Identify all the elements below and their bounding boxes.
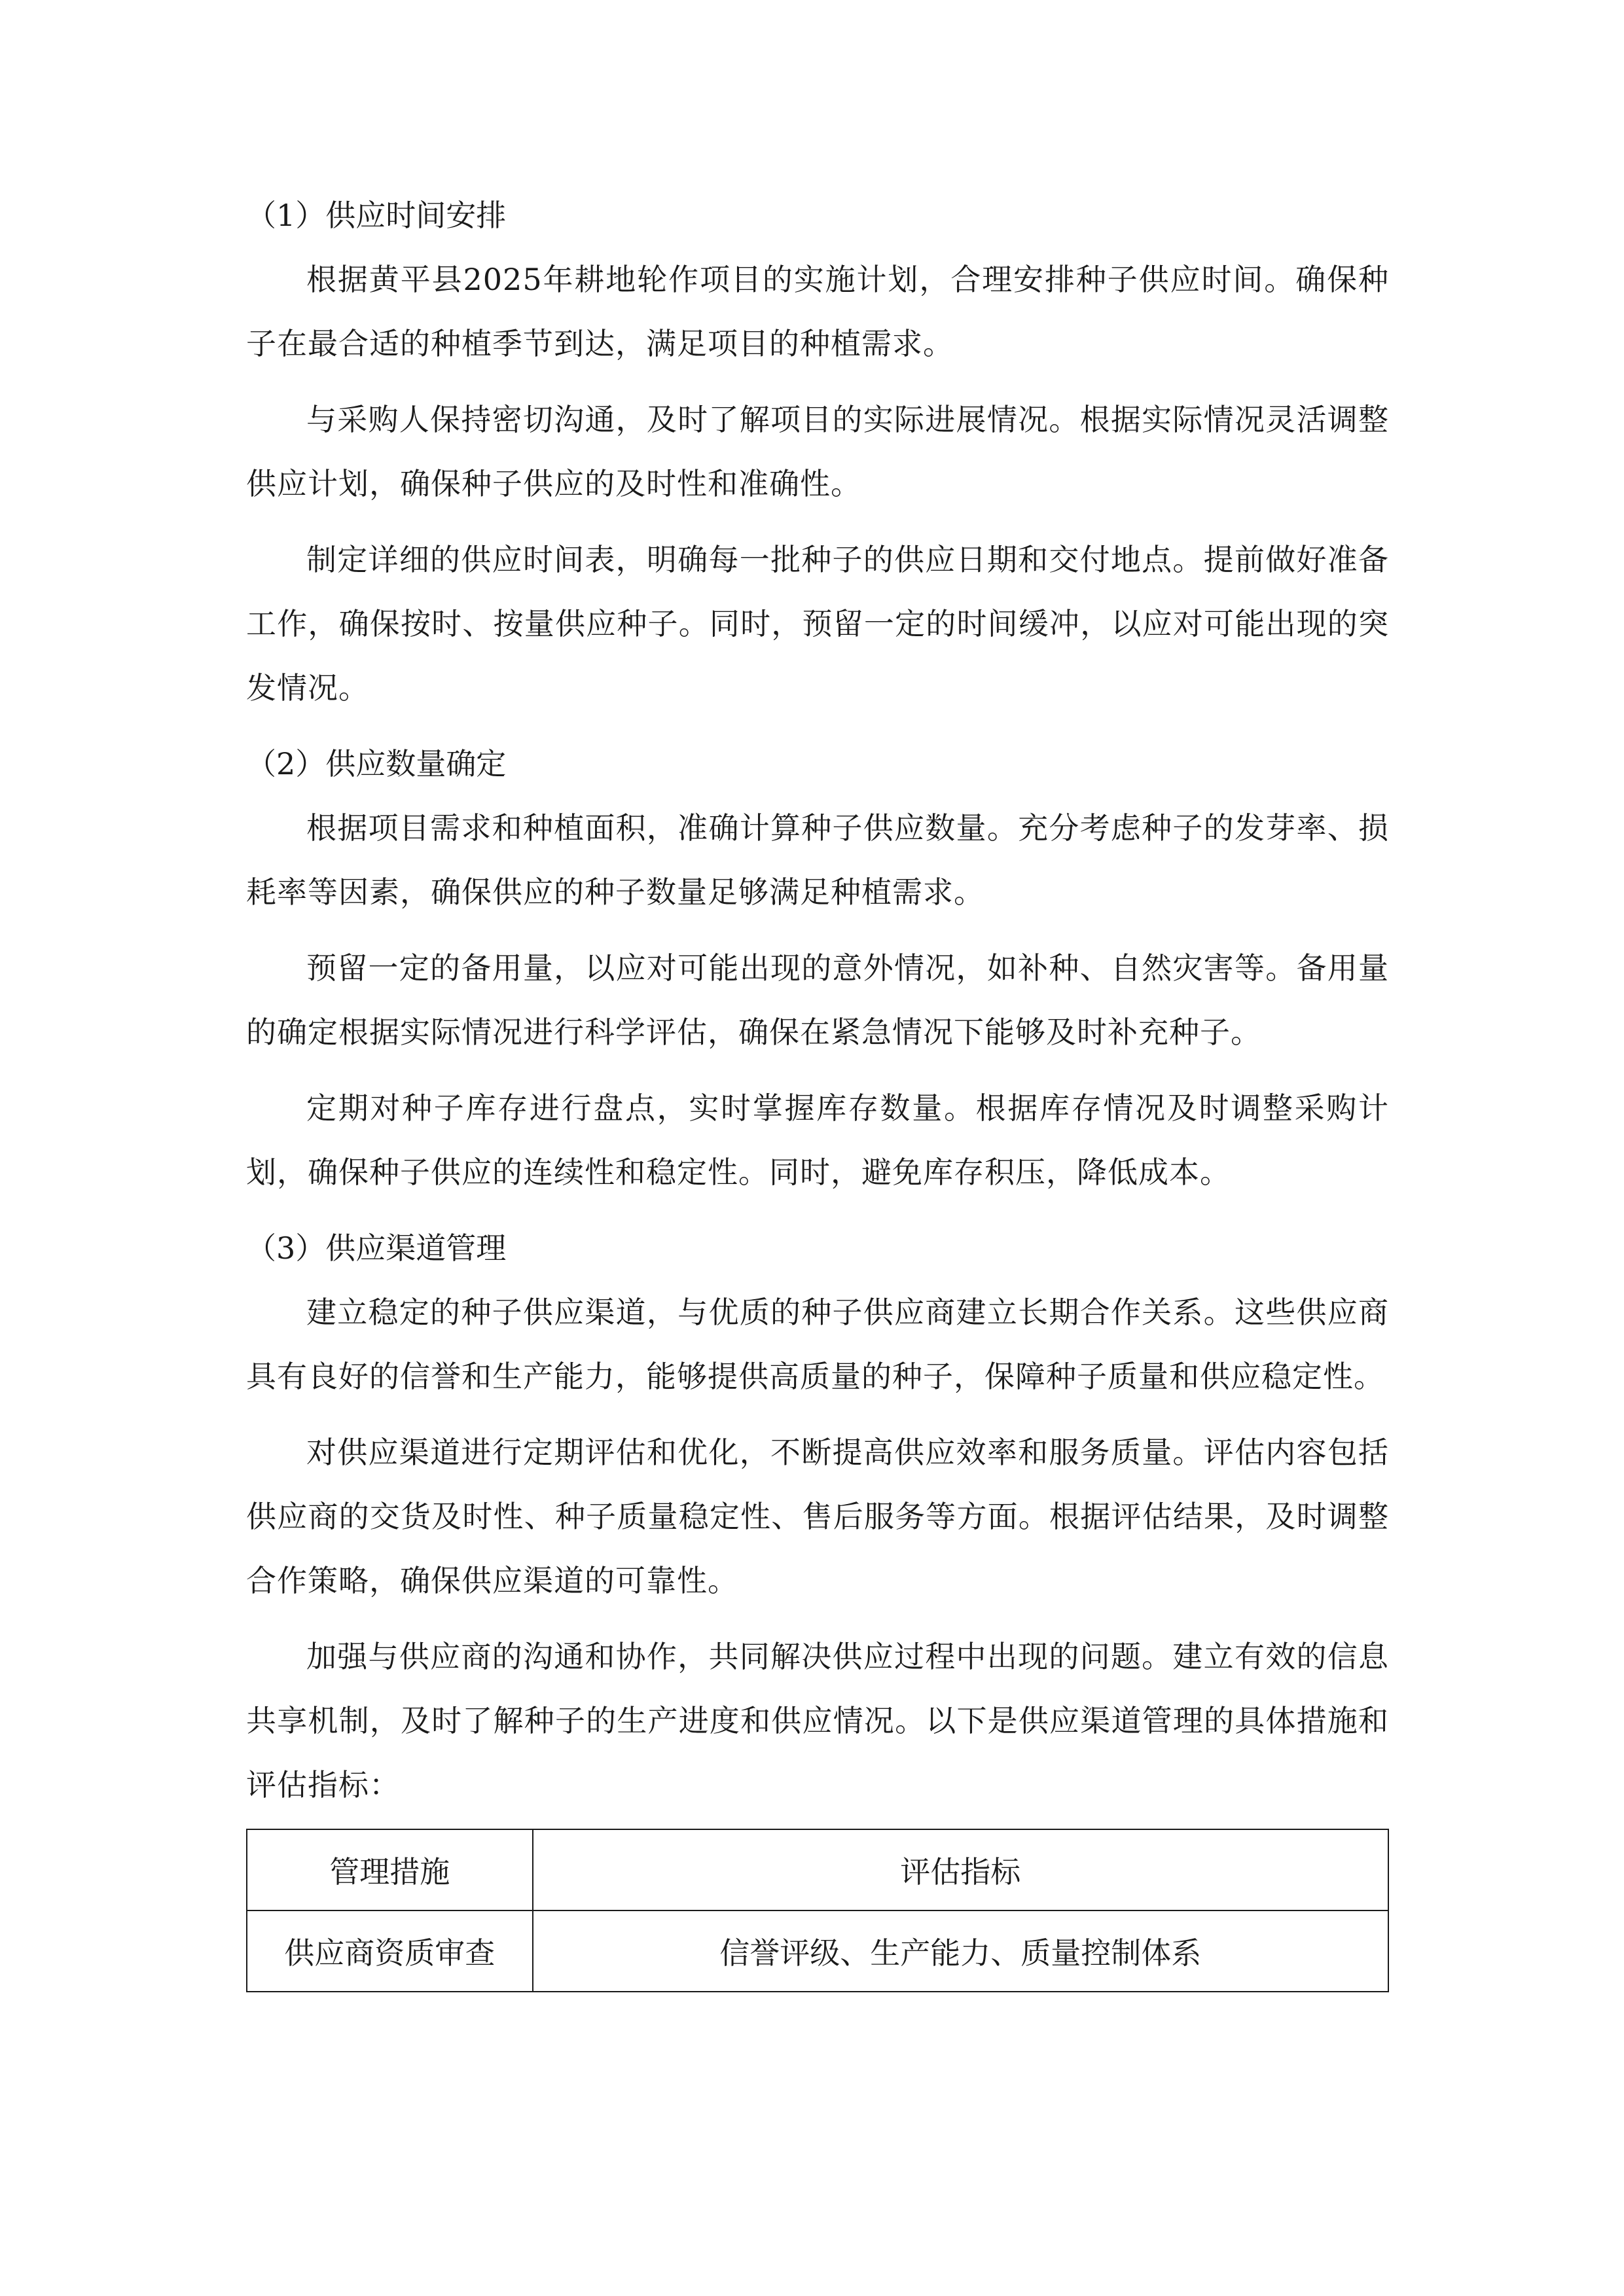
table-cell: 供应商资质审查 bbox=[247, 1910, 533, 1992]
section-1-heading: （1）供应时间安排 bbox=[246, 198, 507, 233]
section-3-paragraph-3: 加强与供应商的沟通和协作，共同解决供应过程中出现的问题。建立有效的信息共享机制，及时了解种子的生产进度和供应情况。以下是供应渠道管理的具体措施和评估指标： bbox=[246, 1639, 1389, 1803]
section-2-paragraph-2: 预留一定的备用量，以应对可能出现的意外情况，如补种、自然灾害等。备用量的确定根据实际情况进行科学评估，确保在紧急情况下能够及时补充种子。 bbox=[246, 950, 1389, 1050]
section-1-paragraph-2: 与采购人保持密切沟通，及时了解项目的实际进展情况。根据实际情况灵活调整供应计划，确保种子供应的及时性和准确性。 bbox=[246, 402, 1389, 501]
section-3-paragraph-2: 对供应渠道进行定期评估和优化，不断提高供应效率和服务质量。评估内容包括供应商的交货及时性、种子质量稳定性、售后服务等方面。根据评估结果，及时调整合作策略，确保供应渠道的可靠性。 bbox=[246, 1435, 1389, 1598]
document-page bbox=[246, 183, 1389, 1992]
section-1-paragraph-3: 制定详细的供应时间表，明确每一批种子的供应日期和交付地点。提前做好准备工作，确保按时、按量供应种子。同时，预留一定的时间缓冲，以应对可能出现的突发情况。 bbox=[246, 542, 1389, 706]
section-1-paragraph-1: 根据黄平县2025年耕地轮作项目的实施计划，合理安排种子供应时间。确保种子在最合适的种植季节到达，满足项目的种植需求。 bbox=[246, 262, 1389, 361]
table-header-cell: 管理措施 bbox=[247, 1829, 533, 1910]
table-header-cell: 评估指标 bbox=[533, 1829, 1388, 1910]
section-2-heading: （2）供应数量确定 bbox=[246, 746, 507, 781]
section-3-heading: （3）供应渠道管理 bbox=[246, 1230, 507, 1266]
table-cell: 信誉评级、生产能力、质量控制体系 bbox=[533, 1910, 1388, 1992]
section-2-paragraph-3: 定期对种子库存进行盘点，实时掌握库存数量。根据库存情况及时调整采购计划，确保种子供应的连续性和稳定性。同时，避免库存积压，降低成本。 bbox=[246, 1090, 1389, 1190]
supply-channel-table bbox=[246, 1829, 1389, 1992]
table-row bbox=[247, 1910, 1388, 1992]
section-3-paragraph-1: 建立稳定的种子供应渠道，与优质的种子供应商建立长期合作关系。这些供应商具有良好的信誉和生产能力，能够提供高质量的种子，保障种子质量和供应稳定性。 bbox=[246, 1295, 1389, 1394]
table-header-row bbox=[247, 1829, 1388, 1910]
section-2-paragraph-1: 根据项目需求和种植面积，准确计算种子供应数量。充分考虑种子的发芽率、损耗率等因素，确保供应的种子数量足够满足种植需求。 bbox=[246, 810, 1389, 910]
